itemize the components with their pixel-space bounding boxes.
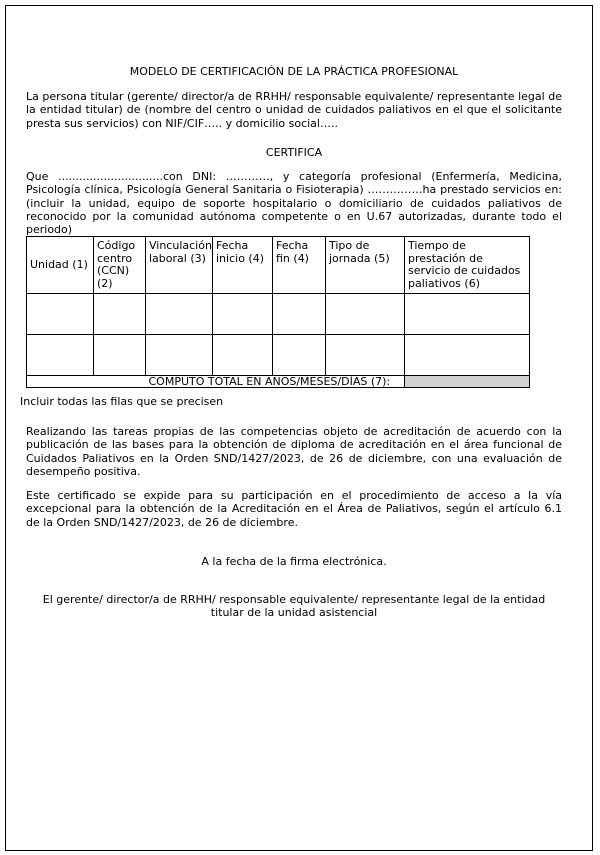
- table-header-row: [27, 237, 530, 294]
- table-cell[interactable]: [213, 335, 273, 376]
- header-tiempo-prestacion: Tiempo de prestación de servicio de cuidados paliativos (6): [405, 237, 530, 294]
- que-text: Que ..............................con DNI: …………, y categoría profesional (Enfermería, Medicina, Psicología clínica, Psicología General Sanitaria o Fisioterapia) ……………ha prestado servicios en:: [26, 170, 562, 197]
- table-row: [27, 294, 530, 335]
- header-fecha-inicio: Fecha inicio (4): [213, 237, 273, 294]
- table-cell[interactable]: [146, 294, 213, 335]
- table-total-row: [27, 376, 530, 388]
- competencias-paragraph: Realizando las tareas propias de las competencias objeto de acreditación de acuerdo con la publicación de las bases para la obtención de diploma de acreditación en el área funcional de Cuidados Paliativos en la Orden SND/1427/2023, de 26 de diciembre, con una evaluación de desempeño positiva.: [26, 425, 562, 478]
- total-blank-cell: [27, 376, 146, 388]
- table-cell[interactable]: [94, 294, 146, 335]
- intro-paragraph: La persona titular (gerente/ director/a de RRHH/ responsable equivalente/ representante legal de la entidad titular) de (nombre del centro o unidad de cuidados paliativos en el que el solicitante presta sus servicios) con NIF/CIF….. y domicilio social…..: [26, 90, 562, 130]
- table-cell[interactable]: [27, 335, 94, 376]
- table-cell[interactable]: [405, 294, 530, 335]
- header-fecha-fin: Fecha fin (4): [273, 237, 326, 294]
- table-row: [27, 335, 530, 376]
- table-cell[interactable]: [213, 294, 273, 335]
- header-tipo-jornada: Tipo de jornada (5): [326, 237, 405, 294]
- total-value-cell[interactable]: [405, 376, 530, 388]
- table-note: Incluir todas las filas que se precisen: [20, 395, 224, 408]
- table-cell[interactable]: [273, 294, 326, 335]
- document-title: MODELO DE CERTIFICACIÓN DE LA PRÁCTICA PROFESIONAL: [129, 65, 459, 78]
- header-codigo-centro: Código centro (CCN) (2): [94, 237, 146, 294]
- que-instruction: (incluir la unidad, equipo de soporte hospitalario o domiciliario de cuidados paliativos de reconocido por la comunidad autónoma competente o en U.67 autorizadas, durante todo el periodo): [26, 196, 562, 237]
- total-label: CÓMPUTO TOTAL EN AÑOS/MESES/DÍAS (7):: [146, 376, 405, 388]
- services-table: [26, 236, 530, 388]
- date-line: A la fecha de la firma electrónica.: [201, 555, 387, 568]
- table-cell[interactable]: [94, 335, 146, 376]
- que-paragraph: [26, 170, 562, 236]
- table-cell[interactable]: [326, 335, 405, 376]
- table-cell[interactable]: [146, 335, 213, 376]
- table-cell[interactable]: [27, 294, 94, 335]
- certifica-heading: CERTIFICA: [265, 146, 323, 159]
- table-cell[interactable]: [273, 335, 326, 376]
- table-cell[interactable]: [326, 294, 405, 335]
- certificate-purpose-paragraph: Este certificado se expide para su participación en el procedimiento de acceso a la vía excepcional para la obtención de la Acreditación en el Área de Paliativos, según el artículo 6.1 de la Orden SND/1427/2023, de 26 de diciembre.: [26, 489, 562, 529]
- header-vinculacion: Vinculación laboral (3): [146, 237, 213, 294]
- header-unidad: Unidad (1): [27, 237, 94, 294]
- table-cell[interactable]: [405, 335, 530, 376]
- signature-block: El gerente/ director/a de RRHH/ responsable equivalente/ representante legal de la entidad titular de la unidad asistencial: [42, 593, 546, 620]
